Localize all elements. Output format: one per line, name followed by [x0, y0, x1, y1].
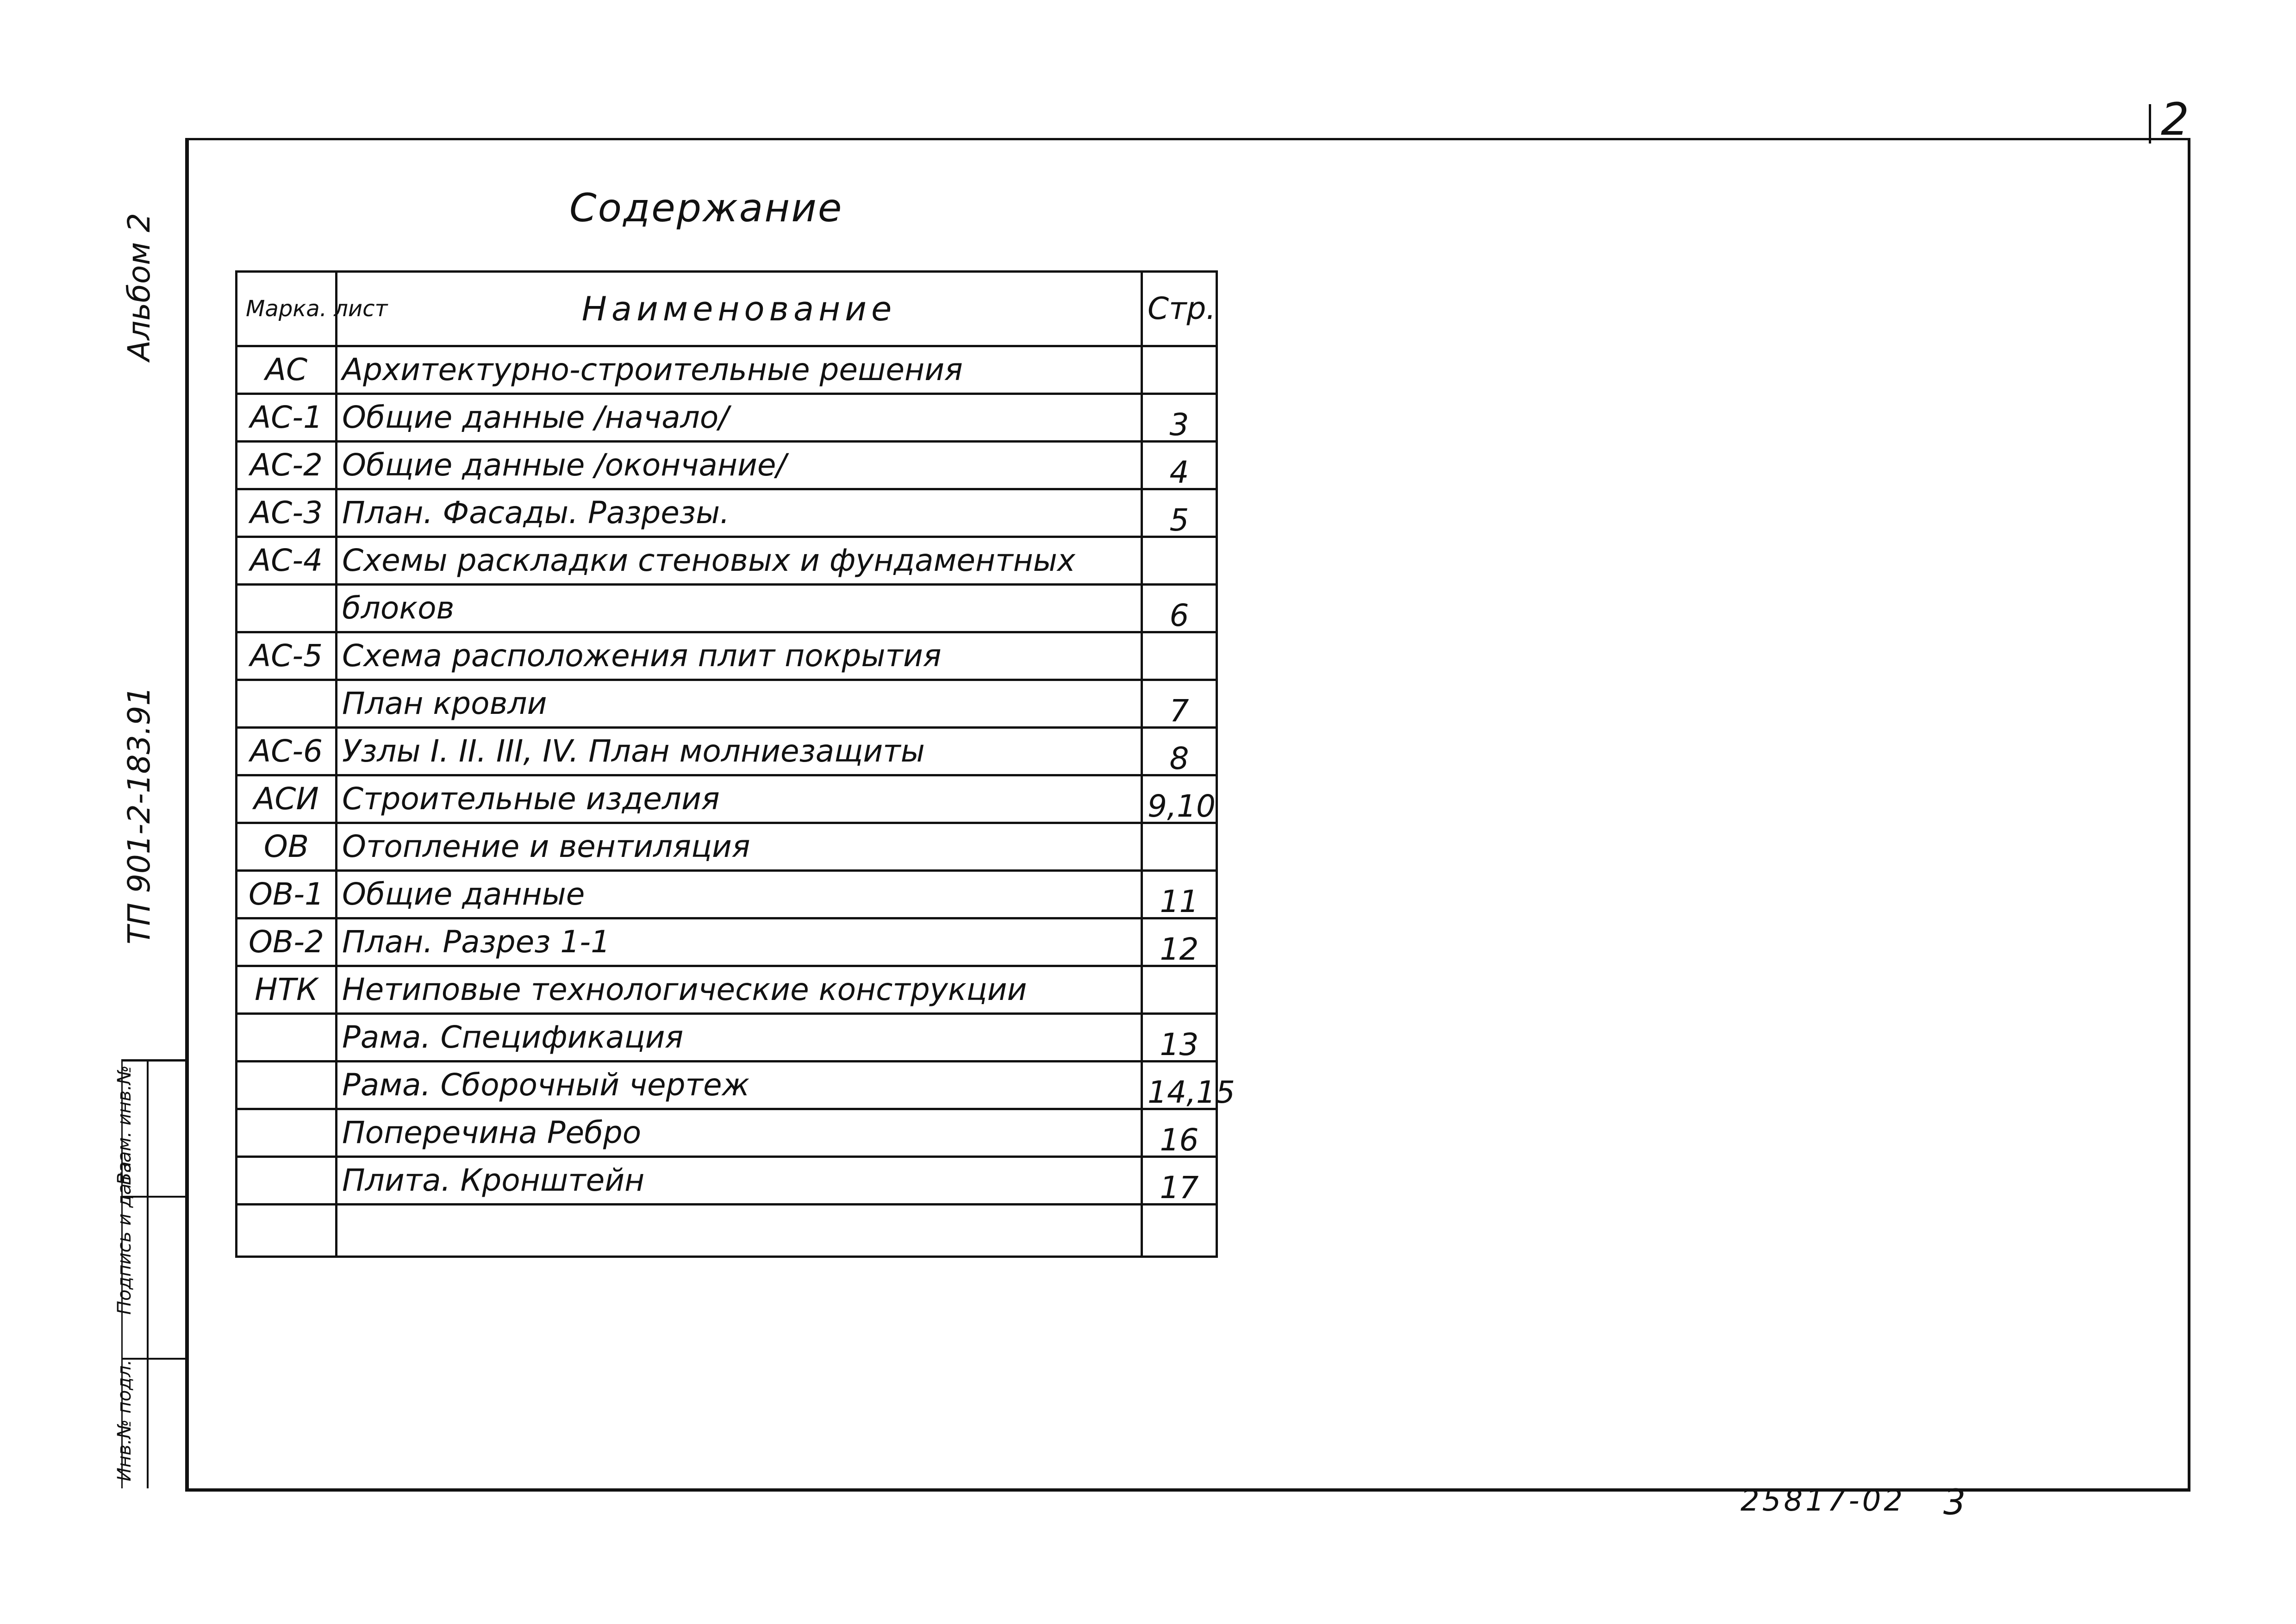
row-page: 6 [1142, 585, 1217, 632]
table-row [237, 728, 1217, 775]
row-name: Общие данные [337, 871, 1142, 918]
row-name: План кровли [337, 680, 1142, 728]
row-name: Схемы раскладки стеновых и фундаментных [337, 537, 1142, 585]
row-page: 16 [1142, 1109, 1217, 1157]
row-name [337, 1205, 1142, 1257]
row-name: Отопление и вентиляция [337, 823, 1142, 871]
stamp-signature-date: Подпись и дата [114, 1161, 135, 1315]
row-name: Плита. Кронштейн [337, 1157, 1142, 1205]
table-row [237, 918, 1217, 966]
row-name: План. Разрез 1-1 [337, 918, 1142, 966]
row-mark [237, 585, 337, 632]
row-name: Схема расположения плит покрытия [337, 632, 1142, 680]
table-row [237, 489, 1217, 537]
row-page [1142, 1205, 1217, 1257]
table-row [237, 775, 1217, 823]
table-row [237, 1205, 1217, 1257]
row-page: 4 [1142, 442, 1217, 489]
header-page: Стр. [1142, 272, 1217, 346]
row-page: 7 [1142, 680, 1217, 728]
table-row [237, 680, 1217, 728]
document-code: 25817-02 [1741, 1484, 1906, 1518]
row-name: Рама. Сборочный чертеж [337, 1062, 1142, 1109]
document-number: ТП 901-2-183.91 [121, 686, 157, 944]
row-page [1142, 346, 1217, 394]
row-name: Общие данные /окончание/ [337, 442, 1142, 489]
row-mark [237, 1109, 337, 1157]
table-row [237, 1014, 1217, 1062]
row-page [1142, 966, 1217, 1014]
row-page: 3 [1142, 394, 1217, 442]
row-mark: ОВ [237, 823, 337, 871]
table-row [237, 632, 1217, 680]
row-name: Узлы I. II. III, IV. План молниезащиты [337, 728, 1142, 775]
row-page [1142, 537, 1217, 585]
table-header-row [237, 272, 1217, 346]
table-row [237, 442, 1217, 489]
sheet-number: 2 [2161, 94, 2190, 145]
row-mark [237, 1062, 337, 1109]
row-page: 14,15 [1142, 1062, 1217, 1109]
row-page: 11 [1142, 871, 1217, 918]
row-page: 17 [1142, 1157, 1217, 1205]
table-row [237, 871, 1217, 918]
contents-table [235, 270, 1235, 1258]
row-mark: АС-4 [237, 537, 337, 585]
stamp-divider-vertical [147, 1062, 149, 1488]
table-row [237, 1157, 1217, 1205]
header-mark: Марка. лист [237, 272, 337, 346]
row-page: 5 [1142, 489, 1217, 537]
row-mark: ОВ-2 [237, 918, 337, 966]
row-name: блоков [337, 585, 1142, 632]
row-mark: АС-3 [237, 489, 337, 537]
stamp-original-inventory: Инв.№ подл. [114, 1359, 135, 1481]
row-page: 13 [1142, 1014, 1217, 1062]
row-mark [237, 1157, 337, 1205]
row-mark [237, 1205, 337, 1257]
row-page: 12 [1142, 918, 1217, 966]
page-title: Содержание [569, 185, 843, 231]
row-page [1142, 632, 1217, 680]
row-mark: АС-1 [237, 394, 337, 442]
row-page [1142, 823, 1217, 871]
table-row [237, 1062, 1217, 1109]
row-name: Нетиповые технологические конструкции [337, 966, 1142, 1014]
row-name: Поперечина Ребро [337, 1109, 1142, 1157]
row-mark: НТК [237, 966, 337, 1014]
row-mark: АС-2 [237, 442, 337, 489]
album-label: Альбом 2 [121, 212, 157, 361]
row-mark: АС-6 [237, 728, 337, 775]
page-number: 3 [1943, 1481, 1966, 1523]
row-mark: АС [237, 346, 337, 394]
row-mark: АС-5 [237, 632, 337, 680]
row-name: Общие данные /начало/ [337, 394, 1142, 442]
sheet-number-divider [2149, 104, 2151, 144]
row-page: 9,10 [1142, 775, 1217, 823]
table-row [237, 394, 1217, 442]
header-name: Наименование [337, 272, 1142, 346]
row-name: План. Фасады. Разрезы. [337, 489, 1142, 537]
row-mark [237, 680, 337, 728]
stamp-replacement-inventory: Взам. инв.№ [114, 1065, 135, 1185]
table-row [237, 966, 1217, 1014]
table-row [237, 346, 1217, 394]
table-row [237, 1109, 1217, 1157]
row-mark: ОВ-1 [237, 871, 337, 918]
row-name: Строительные изделия [337, 775, 1142, 823]
table-row [237, 823, 1217, 871]
row-mark: АСИ [237, 775, 337, 823]
row-name: Архитектурно-строительные решения [337, 346, 1142, 394]
table-row [237, 537, 1217, 585]
row-name: Рама. Спецификация [337, 1014, 1142, 1062]
row-page: 8 [1142, 728, 1217, 775]
table-row [237, 585, 1217, 632]
row-mark [237, 1014, 337, 1062]
